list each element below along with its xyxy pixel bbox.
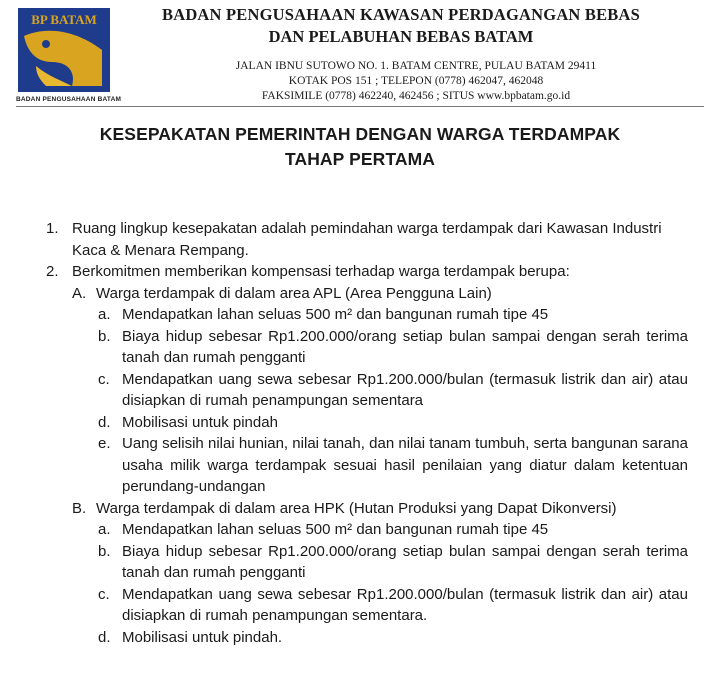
section-b-point-a xyxy=(0,519,688,541)
logo-emblem-icon xyxy=(16,6,112,94)
point-letter: b. xyxy=(98,327,111,345)
point-text: Mendapatkan lahan seluas 500 m² dan bangunan rumah tipe 45 xyxy=(122,306,549,323)
point-text: Mendapatkan uang sewa sebesar Rp1.200.000/bulan (termasuk listrik dan air) atau disiapkan di rumah penampungan sementara. xyxy=(122,585,688,624)
org-name-line1: BADAN PENGUSAHAAN KAWASAN PERDAGANGAN BEBAS xyxy=(162,5,640,24)
logo-caption: BADAN PENGUSAHAAN BATAM xyxy=(16,96,122,103)
section-b-point-b xyxy=(0,541,688,584)
list-number: 1. xyxy=(46,220,59,237)
org-name-line2: DAN PELABUHAN BEBAS BATAM xyxy=(268,27,534,46)
point-letter: d. xyxy=(98,628,111,646)
point-text: Mendapatkan uang sewa sebesar Rp1.200.000/bulan (termasuk listrik dan air) atau disiapkan di rumah penampungan sementara xyxy=(122,370,688,409)
list-item-text: Berkomitmen memberikan kompensasi terhadap warga terdampak berupa: xyxy=(72,263,570,280)
section-heading: Warga terdampak di dalam area HPK (Hutan Produksi yang Dapat Dikonversi) xyxy=(96,499,617,517)
point-letter: b. xyxy=(98,542,111,560)
address-line1: JALAN IBNU SUTOWO NO. 1. BATAM CENTRE, PULAU BATAM 29411 xyxy=(235,60,597,72)
point-text: Biaya hidup sebesar Rp1.200.000/orang setiap bulan sampai dengan serah terima tanah dan rumah pengganti xyxy=(122,327,688,366)
section-a-point-b xyxy=(0,326,688,369)
letterhead-divider xyxy=(16,106,704,107)
section-a-point-d xyxy=(0,412,688,434)
document-title-line1: KESEPAKATAN PEMERINTAH DENGAN WARGA TERDAMPAK xyxy=(99,124,621,144)
point-letter: a. xyxy=(98,521,111,538)
section-heading: Warga terdampak di dalam area APL (Area Pengguna Lain) xyxy=(96,284,492,302)
bp-batam-logo xyxy=(16,6,122,106)
point-text: Uang selisih nilai hunian, nilai tanah, dan nilai tanam tumbuh, serta bangunan sarana usaha milik warga terdampak sesuai hasil penilaian yang diatur dalam ketentuan perundang-undangan xyxy=(122,435,688,495)
section-a xyxy=(0,283,706,305)
letterhead xyxy=(116,4,686,104)
section-letter: A. xyxy=(72,284,87,302)
point-text: Mendapatkan lahan seluas 500 m² dan bangunan rumah tipe 45 xyxy=(122,521,549,538)
section-b-point-d xyxy=(0,627,688,649)
point-letter: e. xyxy=(98,435,111,452)
point-letter: d. xyxy=(98,413,111,431)
point-text: Mobilisasi untuk pindah xyxy=(122,413,278,431)
section-a-point-e xyxy=(0,433,688,498)
point-letter: c. xyxy=(98,370,110,388)
point-text: Biaya hidup sebesar Rp1.200.000/orang setiap bulan sampai dengan serah terima tanah dan rumah pengganti xyxy=(122,542,688,581)
document-body xyxy=(0,218,720,648)
address-line3: FAKSIMILE (0778) 462240, 462456 ; SITUS www.bpbatam.go.id xyxy=(261,90,571,102)
section-letter: B. xyxy=(72,499,87,517)
address-line2: KOTAK POS 151 ; TELEPON (0778) 462047, 462048 xyxy=(288,75,544,87)
logo-text: BP BATAM xyxy=(31,12,97,27)
logo-bird-eye xyxy=(42,40,50,48)
document-title-line2: TAHAP PERTAMA xyxy=(284,149,436,169)
section-a-point-a xyxy=(0,304,688,326)
list-item-text: Ruang lingkup kesepakatan adalah pemindahan warga terdampak dari Kawasan Industri Kaca & Menara Rempang. xyxy=(72,220,662,259)
section-a-point-c xyxy=(0,369,688,412)
point-text: Mobilisasi untuk pindah. xyxy=(122,628,283,646)
point-letter: c. xyxy=(98,585,110,603)
list-item-2 xyxy=(0,261,692,283)
point-letter: a. xyxy=(98,306,111,323)
list-number: 2. xyxy=(46,263,59,280)
section-b xyxy=(0,498,706,520)
list-item-1 xyxy=(0,218,682,261)
section-b-point-c xyxy=(0,584,688,627)
